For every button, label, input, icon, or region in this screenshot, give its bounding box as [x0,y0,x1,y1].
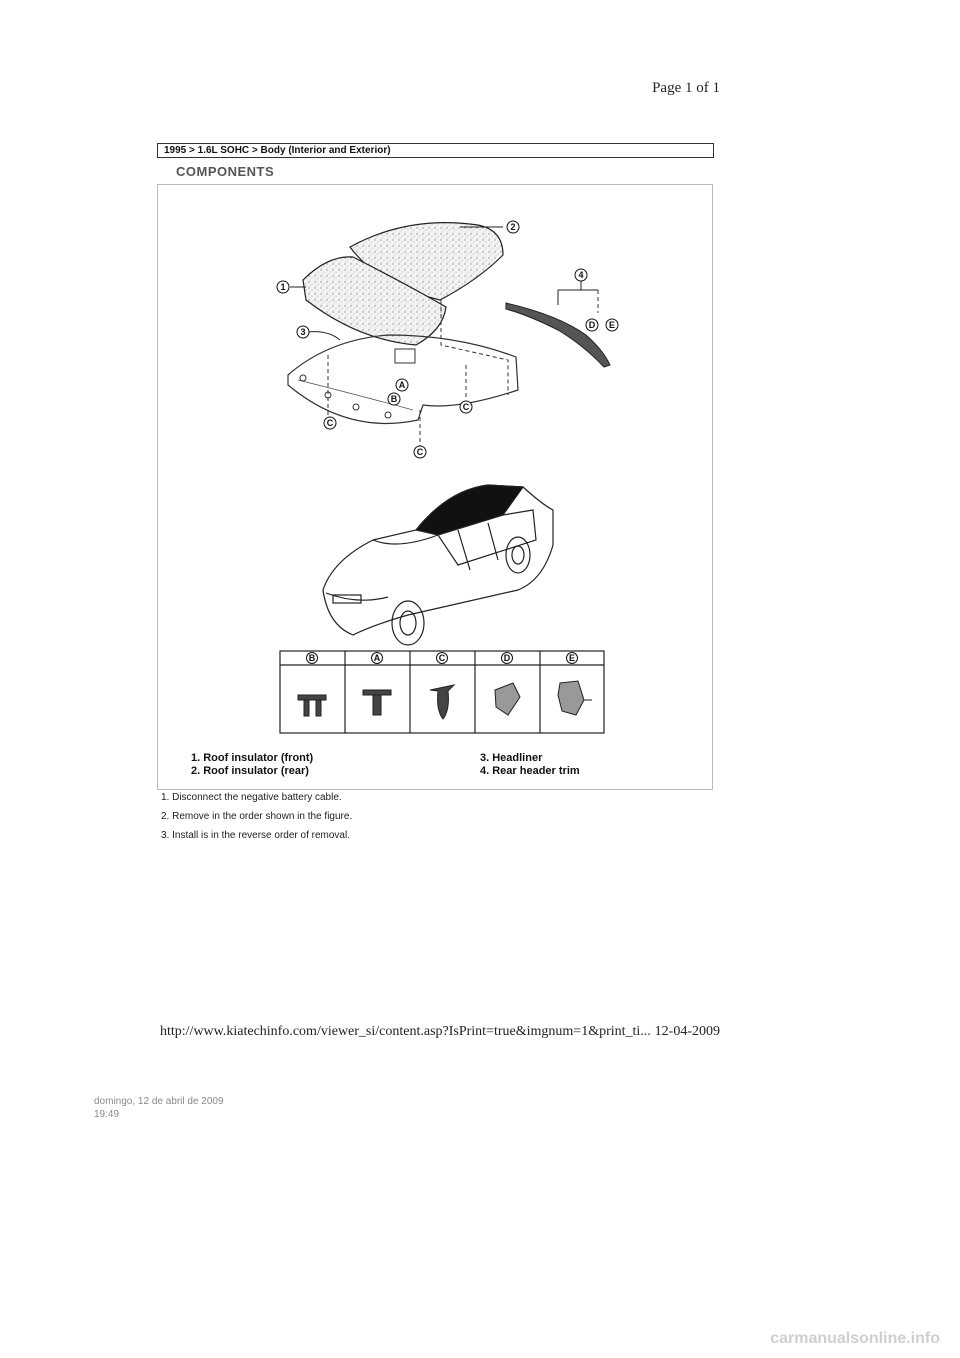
callout-2: 2 [510,222,516,232]
callout-c-left: C [326,418,334,428]
capture-timestamp [94,1095,224,1121]
callout-e: E [608,320,616,330]
components-figure [157,184,713,790]
step-3: 3. Install is in the reverse order of removal. [161,830,350,841]
legend-item-1: 1. Roof insulator (front) [191,752,314,764]
page-number: Page 1 of 1 [652,80,720,96]
components-diagram [158,185,712,789]
callout-c-right: C [462,402,470,412]
car-illustration [323,485,553,645]
breadcrumb: 1995 > 1.6L SOHC > Body (Interior and Exterior) [157,143,714,158]
callout-1: 1 [280,282,286,292]
print-footer [160,1024,720,1040]
footer-date: 12-04-2009 [654,1024,720,1039]
table-header-b: B [308,653,316,663]
callout-c-bottom: C [416,447,424,457]
table-header-d: D [503,653,511,663]
table-header-e: E [568,653,576,663]
watermark: carmanualsonline.info [770,1330,940,1347]
section-title: COMPONENTS [176,164,275,179]
legend-item-2: 2. Roof insulator (rear) [191,765,309,777]
footer-url: http://www.kiatechinfo.com/viewer_si/content.asp?IsPrint=true&imgnum=1&print_ti... [160,1024,651,1039]
stamp-time: 19:49 [94,1109,120,1120]
legend-item-3: 3. Headliner [480,752,543,764]
callout-4: 4 [578,270,584,280]
callout-b: B [390,394,398,404]
table-header-a: A [373,653,381,663]
step-2: 2. Remove in the order shown in the figure. [161,811,353,822]
table-header-c: C [438,653,446,663]
callout-a: A [398,380,406,390]
callout-d: D [588,320,596,330]
callout-3: 3 [300,327,306,337]
legend-item-4: 4. Rear header trim [480,765,580,777]
step-1: 1. Disconnect the negative battery cable. [161,792,342,803]
stamp-date: domingo, 12 de abril de 2009 [94,1096,224,1107]
rear-header-trim [506,303,610,367]
procedure-steps [161,788,352,845]
